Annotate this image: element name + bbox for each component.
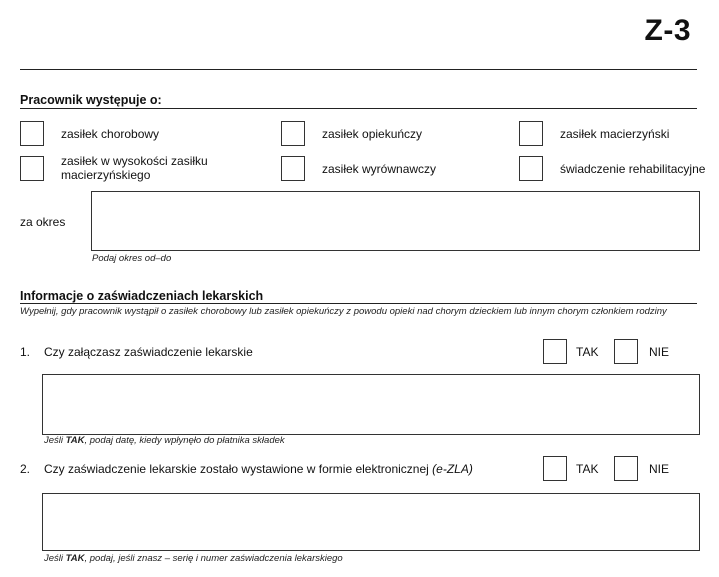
medical-section-title: Informacje o zaświadczeniach lekarskich bbox=[20, 289, 264, 303]
checkbox-compensatory-allowance[interactable] bbox=[281, 156, 305, 181]
q2-no-label: NIE bbox=[649, 462, 670, 476]
q1-yes-label: TAK bbox=[576, 345, 599, 359]
q2-yes-label: TAK bbox=[576, 462, 599, 476]
option-label-maternity-equivalent-benefit: zasiłek w wysokości zasiłku macierzyńskiego bbox=[61, 154, 208, 182]
medical-section-note: Wypełnij, gdy pracownik wystąpił o zasiłek chorobowy lub zasiłek opiekuńczy z powodu opieki nad chorym dzieckiem lub innym chorym członkiem rodziny bbox=[20, 306, 667, 317]
period-hint: Podaj okres od–do bbox=[92, 253, 172, 264]
period-input[interactable] bbox=[91, 191, 700, 251]
checkbox-rehabilitation-benefit[interactable] bbox=[519, 156, 543, 181]
checkbox-care-allowance[interactable] bbox=[281, 121, 305, 146]
q1-date-input[interactable] bbox=[42, 374, 700, 435]
q1-hint: Jeśli TAK, podaj datę, kiedy wpłynęło do płatnika składek bbox=[44, 435, 285, 446]
checkbox-q2-yes[interactable] bbox=[543, 456, 567, 481]
checkbox-maternity-benefit[interactable] bbox=[519, 121, 543, 146]
option-label-rehabilitation-benefit: świadczenie rehabilitacyjne bbox=[560, 162, 706, 176]
question-1-number: 1. bbox=[20, 345, 31, 359]
employee-section-title: Pracownik występuje o: bbox=[20, 93, 162, 107]
checkbox-sickness-benefit[interactable] bbox=[20, 121, 44, 146]
period-label: za okres bbox=[20, 215, 66, 229]
q2-series-number-input[interactable] bbox=[42, 493, 700, 551]
checkbox-maternity-equivalent-benefit[interactable] bbox=[20, 156, 44, 181]
option-label-compensatory-allowance: zasiłek wyrównawczy bbox=[322, 162, 437, 176]
medical-section-divider bbox=[20, 303, 697, 304]
question-1-text: Czy załączasz zaświadczenie lekarskie bbox=[44, 345, 253, 359]
checkbox-q1-yes[interactable] bbox=[543, 339, 567, 364]
form-code: Z-3 bbox=[644, 14, 691, 47]
question-2-text: Czy zaświadczenie lekarskie zostało wystawione w formie elektronicznej (e-ZLA) bbox=[44, 462, 473, 476]
option-label-care-allowance: zasiłek opiekuńczy bbox=[322, 127, 423, 141]
option-label-sickness-benefit: zasiłek chorobowy bbox=[61, 127, 160, 141]
option-label-maternity-benefit: zasiłek macierzyński bbox=[560, 127, 670, 141]
question-2-number: 2. bbox=[20, 462, 31, 476]
checkbox-q2-no[interactable] bbox=[614, 456, 638, 481]
employee-section-divider bbox=[20, 108, 697, 109]
q1-no-label: NIE bbox=[649, 345, 670, 359]
checkbox-q1-no[interactable] bbox=[614, 339, 638, 364]
q2-hint: Jeśli TAK, podaj, jeśli znasz – serię i numer zaświadczenia lekarskiego bbox=[44, 553, 343, 564]
header-divider bbox=[20, 69, 697, 70]
